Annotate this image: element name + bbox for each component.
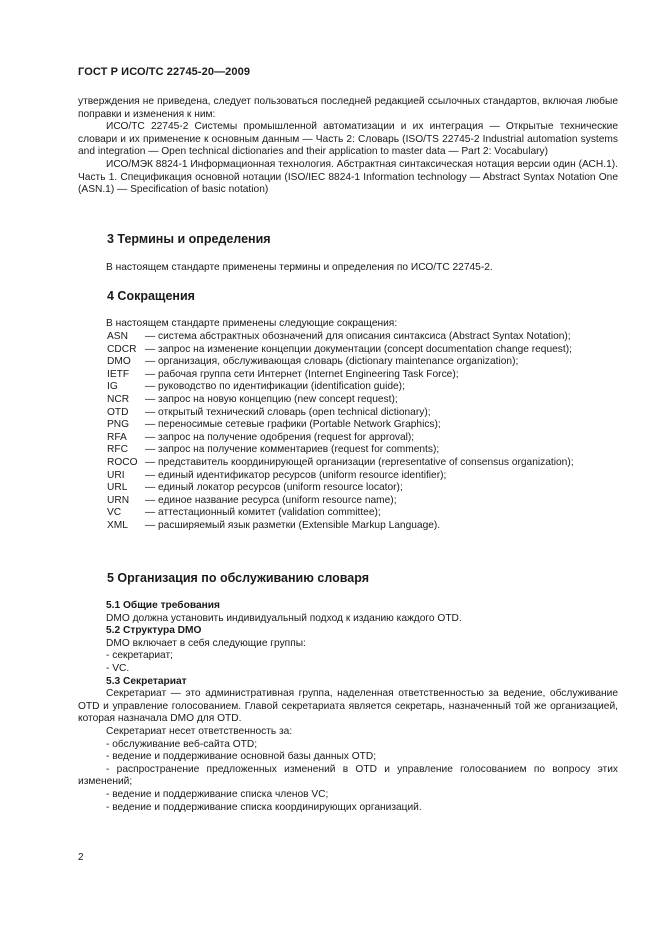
subsection-5-2-title: 5.2 Структура DMO xyxy=(106,625,202,637)
subsection-5-3-responsibilities-intro: Секретариат несет ответственность за: xyxy=(106,725,293,737)
abbreviation-row xyxy=(107,419,618,432)
abbreviation-code: NCR xyxy=(107,393,130,405)
abbreviation-code: URI xyxy=(107,469,125,481)
abbreviation-row xyxy=(107,457,618,470)
page-number: 2 xyxy=(78,852,84,863)
abbreviation-row xyxy=(107,432,618,445)
abbreviation-code: RFC xyxy=(107,444,128,456)
group-list-item: - секретариат; xyxy=(106,650,173,662)
intro-paragraph: утверждения не приведена, следует пользоваться последней редакцией ссылочных стандартов, включая любые поправки и изменения к ним: xyxy=(78,96,618,120)
abbreviation-code: URN xyxy=(107,494,130,506)
subsection-5-1-text: DMO должна установить индивидуальный подход к изданию каждого OTD. xyxy=(106,612,462,624)
section-4-intro: В настоящем стандарте применены следующие сокращения: xyxy=(106,318,398,329)
subsection-5-3-title: 5.3 Секретариат xyxy=(106,675,187,687)
abbreviation-code: RFA xyxy=(107,431,127,443)
abbreviation-code: CDCR xyxy=(107,343,137,355)
group-list-item: - VC. xyxy=(106,662,130,674)
abbreviation-row xyxy=(107,356,618,369)
abbreviation-code: XML xyxy=(107,519,128,531)
reference-iso-ts-22745-2: ИСО/ТС 22745-2 Системы промышленной автоматизации и их интеграция — Открытые технические словари и их применение к основным данным — Часть 2: Словарь (ISO/TS 22745-2 Industrial automation systems and integration — Open technical dictionaries and their application to master data — Part 2: Vocabulary) xyxy=(78,121,618,158)
abbreviation-code: ROCO xyxy=(107,456,138,468)
abbreviation-code: IG xyxy=(107,381,118,393)
abbreviation-list xyxy=(107,331,618,533)
abbreviation-definition: — рабочая группа сети Интернет (Internet Engineering Task Force); xyxy=(145,368,459,380)
subsection-5-2-text: DMO включает в себя следующие группы: xyxy=(106,637,306,649)
responsibility-item: - ведение и поддерживание основной базы данных OTD; xyxy=(106,751,377,763)
abbreviation-definition: — переносимые сетевые графики (Portable Network Graphics); xyxy=(145,419,441,431)
section-4-title: 4 Сокращения xyxy=(107,289,195,303)
section-5-body xyxy=(78,600,618,814)
abbreviation-row xyxy=(107,507,618,520)
responsibility-item: - ведение и поддерживание списка членов VC; xyxy=(106,788,329,800)
section-5-title: 5 Организация по обслуживанию словаря xyxy=(107,571,369,585)
abbreviation-definition: — представитель координирующей организации (representative of consensus organization); xyxy=(145,456,574,468)
abbreviation-code: PNG xyxy=(107,419,130,431)
subsection-5-1-title: 5.1 Общие требования xyxy=(106,600,220,611)
abbreviation-code: VC xyxy=(107,507,122,519)
subsection-5-3-paragraph: Секретариат — это административная группа, наделенная ответственностью за ведение, обслуживание OTD и управление голосованием. Главой секретариата является секретарь, назначенный той же организацией, которая назначала DMO для OTD. xyxy=(78,688,618,725)
responsibility-item: - распространение предложенных изменений в OTD и управление голосованием по вопросу этих изменений; xyxy=(78,763,618,788)
section-3-text: В настоящем стандарте применены термины и определения по ИСО/ТС 22745-2. xyxy=(106,262,493,273)
abbreviation-definition: — единый идентификатор ресурсов (uniform resource identifier); xyxy=(145,469,447,481)
abbreviation-definition: — запрос на новую концепцию (new concept request); xyxy=(145,393,398,405)
abbreviation-row xyxy=(107,344,618,357)
abbreviation-definition: — единое название ресурса (uniform resource name); xyxy=(145,494,397,506)
reference-iso-iec-8824-1: ИСО/МЭК 8824-1 Информационная технология. Абстрактная синтаксическая нотация версии один (АСН.1). Часть 1. Спецификация основной нотации (ISO/IEC 8824-1 Information technology — Abstract Syntax Notation One (ASN.1) — Specification of basic notation) xyxy=(78,158,618,196)
abbreviation-definition: — запрос на получение одобрения (request for approval); xyxy=(145,431,415,443)
abbreviation-row xyxy=(107,369,618,382)
abbreviation-definition: — организация, обслуживающая словарь (dictionary maintenance organization); xyxy=(145,356,519,368)
abbreviation-row xyxy=(107,470,618,483)
abbreviation-definition: — руководство по идентификации (identification guide); xyxy=(145,381,405,393)
abbreviation-code: DMO xyxy=(107,356,131,368)
abbreviation-row xyxy=(107,331,618,344)
abbreviation-row xyxy=(107,520,618,533)
responsibility-item: - обслуживание веб-сайта OTD; xyxy=(106,738,258,750)
abbreviation-definition: — открытый технический словарь (open technical dictionary); xyxy=(145,406,431,418)
abbreviation-code: OTD xyxy=(107,406,129,418)
abbreviation-code: IETF xyxy=(107,368,130,380)
document-header: ГОСТ Р ИСО/ТС 22745-20—2009 xyxy=(78,66,251,78)
abbreviation-definition: — запрос на изменение концепции документации (concept documentation change request); xyxy=(145,343,572,355)
intro-block xyxy=(78,96,618,197)
abbreviation-definition: — запрос на получение комментариев (request for comments); xyxy=(145,444,440,456)
section-3-body xyxy=(78,262,618,275)
abbreviation-row xyxy=(107,444,618,457)
abbreviation-row xyxy=(107,482,618,495)
abbreviation-definition: — расширяемый язык разметки (Extensible Markup Language). xyxy=(145,519,441,531)
section-3-title: 3 Термины и определения xyxy=(107,232,271,246)
abbreviation-code: ASN xyxy=(107,331,128,342)
abbreviation-definition: — система абстрактных обозначений для описания синтаксиса (Abstract Syntax Notation); xyxy=(145,331,571,342)
section-4-intro-block xyxy=(78,318,618,331)
responsibility-item: - ведение и поддерживание списка координирующих организаций. xyxy=(106,801,422,813)
abbreviation-definition: — аттестационный комитет (validation committee); xyxy=(145,507,381,519)
abbreviation-row xyxy=(107,381,618,394)
abbreviation-row xyxy=(107,495,618,508)
abbreviation-row xyxy=(107,407,618,420)
abbreviation-definition: — единый локатор ресурсов (uniform resource locator); xyxy=(145,482,403,494)
abbreviation-code: URL xyxy=(107,482,128,494)
abbreviation-row xyxy=(107,394,618,407)
